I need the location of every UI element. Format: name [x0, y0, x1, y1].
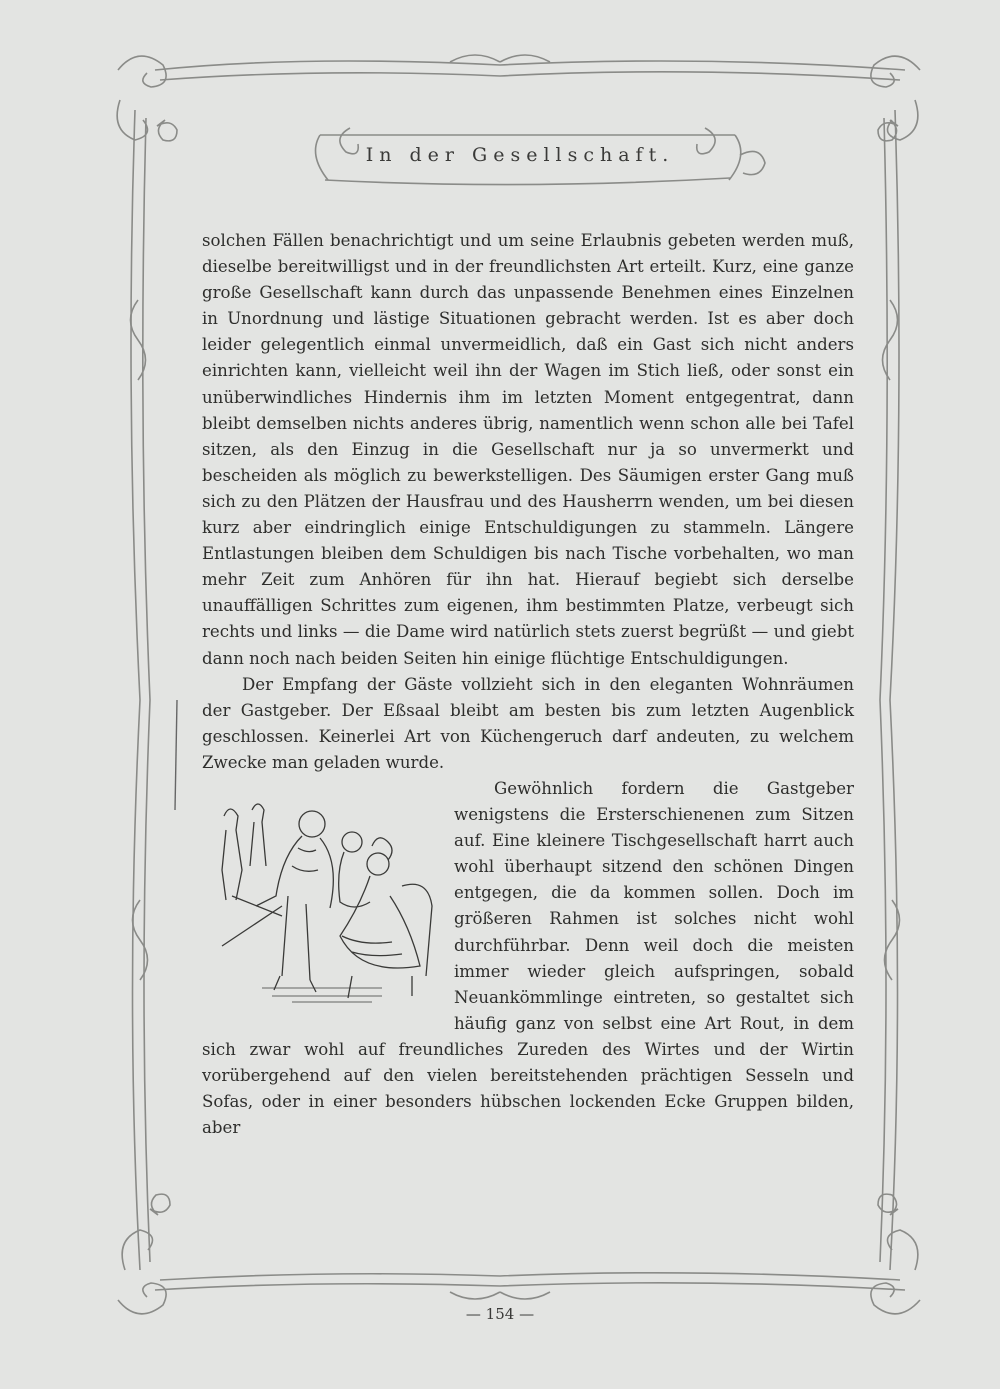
illustration-salon-scene: [202, 776, 440, 1008]
paragraph-1: solchen Fällen benachrichtigt und um seine Erlaubnis gebeten werden muß, dieselbe bereitwilligst und in der freundlichsten Art erteilt. Kurz, eine ganze große Gesellschaft kann durch das unpassende Benehmen eines Einzelnen in Unordnung und lästige Situationen gebracht werden. Ist es aber doch leider gelegentlich einmal unvermeidlich, daß ein Gast sich nicht anders einrichten kann, vielleicht weil ihn der Wagen im Stich ließ, oder sonst ein unüberwindliches Hindernis ihm im letzten Moment entgegentrat, dann bleibt demselben nichts anderes übrig, namentlich wenn schon alle bei Tafel sitzen, als den Einzug in die Gesellschaft nur ja so unvermerkt und bescheiden als möglich zu bewerkstelligen. Des Säumigen erster Gang muß sich zu den Plätzen der Hausfrau und des Hausherrn wenden, um bei diesen kurz aber eindringlich einige Entschuldigungen zu stammeln. Längere Entlastungen bleiben dem Schuldigen bis nach Tische vorbehalten, wo man mehr Zeit zum Anhören für ihn hat. Hierauf begiebt sich derselbe unauffälligen Schrittes zum eigenen, ihm bestimmten Platze, verbeugt sich rechts und links — die Dame wird natürlich stets zuerst begrüßt — und giebt dann noch nach beiden Seiten hin einige flüchtige Entschuldigungen.: [202, 231, 854, 668]
page-number: — 154 —: [465, 1305, 535, 1323]
paragraph-2: Der Empfang der Gäste vollzieht sich in den eleganten Wohnräumen der Gastgeber. Der Eßsaal bleibt am besten bis zum letzten Augenblick geschlossen. Keinerlei Art von Küchengeruch darf andeuten, zu welchem Zwecke man geladen wurde.: [202, 674, 854, 772]
body-text: [202, 228, 854, 1141]
margin-line-mark: [172, 700, 182, 810]
paragraph-3: [202, 776, 854, 1141]
page-title: In der Gesellschaft.: [365, 144, 675, 166]
paragraph-3-text: Gewöhnlich fordern die Gastgeber wenigstens die Ersterschienenen zum Sitzen auf. Eine kleinere Tischgesellschaft harrt auch wohl überhaupt sitzend den schönen Dingen entgegen, die da kommen sollen. Doch im größeren Rahmen ist solches nicht wohl durchführbar. Denn weil doch die meisten immer wieder gleich aufspringen, sobald Neuankömmlinge eintreten, so gestaltet sich häufig ganz von selbst eine Art Rout, in dem sich zwar wohl auf freundliches Zureden des Wirtes und der Wirtin vorübergehend auf den vielen bereitstehenden prächtigen Sesseln und Sofas, oder in einer besonders hübschen lockenden Ecke Gruppen bilden, aber: [202, 778, 854, 1138]
